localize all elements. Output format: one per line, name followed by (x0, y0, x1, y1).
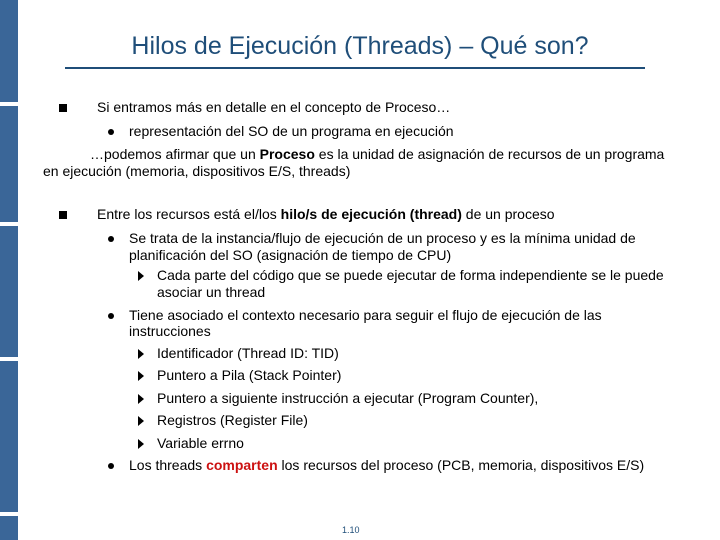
sub-bullet-context-line-1: Tiene asociado el contexto necesario para seguir el flujo de ejecución de las (129, 307, 602, 323)
note-line-2: en ejecución (memoria, dispositivos E/S, threads) (43, 163, 351, 179)
sidebar-divider (0, 102, 18, 106)
round-bullet-icon (108, 129, 114, 135)
sidebar-divider (0, 222, 18, 226)
note-text: …podemos afirmar que un (90, 146, 260, 162)
round-bullet-icon (108, 236, 114, 242)
context-item: Variable errno (157, 435, 244, 451)
sub-bullet-instance-line-2: planificación del SO (asignación de tiempo de CPU) (129, 247, 452, 263)
sidebar-stripe (0, 0, 18, 540)
sub-bullet-shared-resources (129, 457, 644, 474)
bullet-thread-resources (97, 206, 555, 223)
title-underline (65, 67, 645, 69)
arrow-bullet-icon (138, 371, 144, 381)
round-bullet-icon (108, 313, 114, 319)
bullet-text: Entre los recursos está el/los (97, 206, 281, 222)
highlight-term: comparten (206, 457, 278, 473)
note-strong-term: Proceso (259, 146, 315, 162)
sub-bullet-representation: representación del SO de un programa en ejecución (129, 123, 454, 139)
square-bullet-icon (59, 211, 67, 219)
arrow-bullet-icon (138, 439, 144, 449)
round-bullet-icon (108, 463, 114, 469)
arrow-bullet-icon (138, 394, 144, 404)
bullet-strong-term: hilo/s de ejecución (thread) (280, 206, 462, 222)
sidebar-divider (0, 512, 18, 516)
sub-bullet-instance-line-1: Se trata de la instancia/flujo de ejecución de un proceso y es la mínima unidad de (129, 230, 636, 246)
arrow-bullet-icon (138, 349, 144, 359)
context-item: Puntero a Pila (Stack Pointer) (157, 367, 342, 383)
shared-text: Los threads (129, 457, 207, 473)
context-item: Identificador (Thread ID: TID) (157, 345, 339, 361)
code-part-line-2: asociar un thread (157, 284, 266, 300)
note-text: es la unidad de asignación de recursos de un programa (314, 146, 665, 162)
bullet-process-detail: Si entramos más en detalle en el concepto de Proceso… (97, 99, 451, 115)
sidebar-divider (0, 357, 18, 361)
slide-title: Hilos de Ejecución (Threads) – Qué son? (131, 32, 589, 60)
sub-bullet-context-line-2: instrucciones (129, 323, 211, 339)
note-line-1 (90, 146, 664, 163)
arrow-bullet-icon (138, 416, 144, 426)
shared-text: los recursos del proceso (PCB, memoria, dispositivos E/S) (277, 457, 645, 473)
arrow-bullet-icon (138, 271, 144, 281)
bullet-text: de un proceso (461, 206, 555, 222)
page-number: 1.10 (342, 525, 360, 535)
context-item: Registros (Register File) (157, 412, 308, 428)
square-bullet-icon (59, 104, 67, 112)
code-part-line-1: Cada parte del código que se puede ejecutar de forma independiente se le puede (157, 267, 664, 283)
context-item: Puntero a siguiente instrucción a ejecutar (Program Counter), (157, 390, 539, 406)
